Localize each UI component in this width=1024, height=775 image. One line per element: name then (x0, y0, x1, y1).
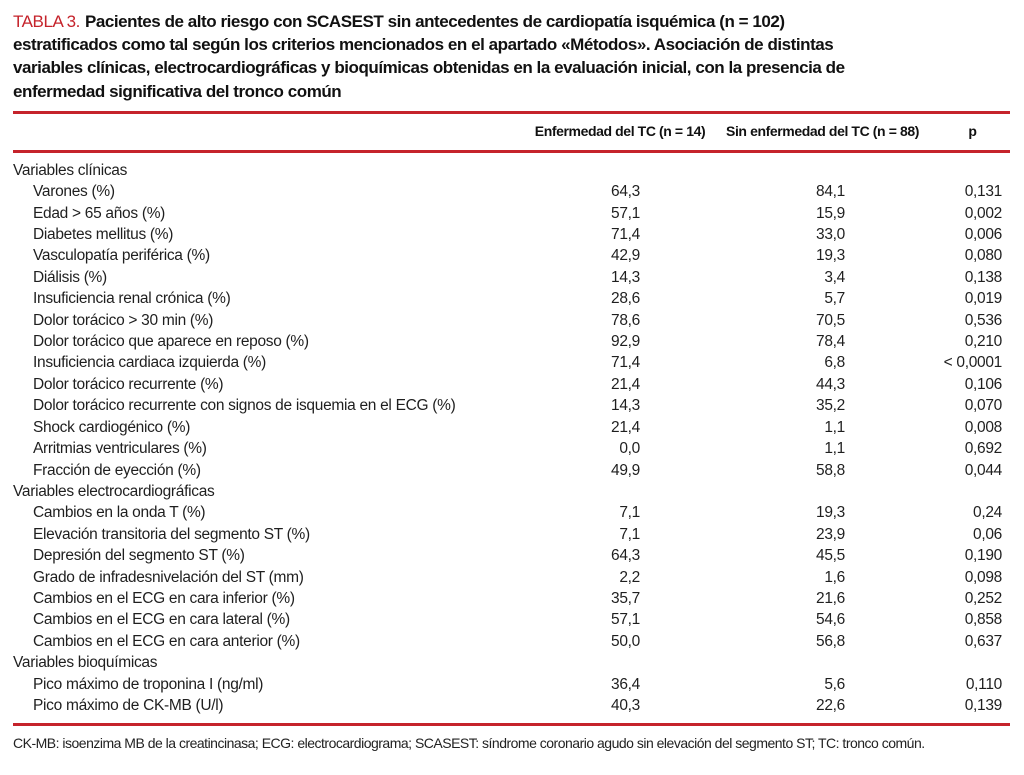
bottom-rule (13, 723, 1010, 726)
value-tc-disease: 36,4 (611, 675, 640, 693)
value-no-tc-disease: 54,6 (816, 611, 845, 629)
table-row (13, 331, 1010, 352)
value-p: 0,637 (964, 632, 1002, 650)
table-row (13, 695, 1010, 716)
value-tc-disease: 71,4 (611, 226, 640, 244)
table-row (13, 267, 1010, 288)
row-label: Cambios en el ECG en cara inferior (%) (33, 589, 295, 607)
row-label: Shock cardiogénico (%) (33, 418, 191, 436)
value-no-tc-disease: 21,6 (816, 589, 845, 607)
row-label: Dolor torácico que aparece en reposo (%) (33, 333, 309, 351)
table-row (13, 674, 1010, 695)
value-no-tc-disease: 35,2 (816, 397, 845, 415)
data-table (13, 114, 1010, 717)
value-tc-disease: 64,3 (611, 547, 640, 565)
value-no-tc-disease: 19,3 (816, 247, 845, 265)
value-p: 0,044 (964, 461, 1002, 479)
table-header-row (13, 114, 1010, 152)
value-no-tc-disease: 78,4 (816, 333, 845, 351)
section-row (13, 652, 1010, 673)
section-header: Variables bioquímicas (13, 654, 158, 672)
row-label: Dolor torácico > 30 min (%) (33, 311, 214, 329)
table-row (13, 545, 1010, 566)
row-label: Grado de infradesnivelación del ST (mm) (33, 568, 304, 586)
value-no-tc-disease: 3,4 (824, 268, 845, 286)
table-row (13, 224, 1010, 245)
value-tc-disease: 14,3 (611, 397, 640, 415)
value-p: 0,190 (964, 547, 1002, 565)
value-tc-disease: 71,4 (611, 354, 640, 372)
value-no-tc-disease: 5,6 (824, 675, 845, 693)
table-caption (13, 10, 1017, 103)
table-row (13, 245, 1010, 266)
row-label: Insuficiencia renal crónica (%) (33, 290, 231, 308)
section-header: Variables clínicas (13, 161, 128, 179)
row-label: Diálisis (%) (33, 268, 107, 286)
value-tc-disease: 92,9 (611, 333, 640, 351)
value-no-tc-disease: 33,0 (816, 226, 845, 244)
value-p: 0,070 (964, 397, 1002, 415)
value-p: 0,06 (973, 525, 1002, 543)
value-p: 0,131 (964, 183, 1002, 201)
value-tc-disease: 7,1 (619, 525, 640, 543)
value-tc-disease: 78,6 (611, 311, 640, 329)
value-no-tc-disease: 56,8 (816, 632, 845, 650)
value-p: 0,252 (964, 589, 1002, 607)
row-label: Dolor torácico recurrente (%) (33, 375, 224, 393)
table-row (13, 288, 1010, 309)
value-p: 0,536 (964, 311, 1002, 329)
header-tc-disease: Enfermedad del TC (n = 14) (530, 114, 710, 152)
value-p: 0,24 (973, 504, 1002, 522)
caption-line-2: estratificados como tal según los criterios mencionados en el apartado «Métodos». Asociación de distintas (13, 35, 834, 55)
value-tc-disease: 64,3 (611, 183, 640, 201)
section-row (13, 151, 1010, 181)
table-row (13, 310, 1010, 331)
row-label: Elevación transitoria del segmento ST (%) (33, 525, 310, 543)
value-no-tc-disease: 1,6 (824, 568, 845, 586)
row-label: Pico máximo de troponina I (ng/ml) (33, 675, 264, 693)
table-number-label: TABLA 3. (13, 12, 80, 31)
value-p: 0,006 (964, 226, 1002, 244)
value-tc-disease: 35,7 (611, 589, 640, 607)
value-p: 0,210 (964, 333, 1002, 351)
caption-line-3: variables clínicas, electrocardiográficas y bioquímicas obtenidas en la evaluación inicial, con la presencia de (13, 58, 845, 78)
value-tc-disease: 21,4 (611, 418, 640, 436)
header-no-tc-disease: Sin enfermedad del TC (n = 88) (710, 114, 935, 152)
value-tc-disease: 57,1 (611, 611, 640, 629)
value-no-tc-disease: 19,3 (816, 504, 845, 522)
value-tc-disease: 0,0 (619, 440, 640, 458)
row-label: Pico máximo de CK-MB (U/l) (33, 696, 224, 714)
value-p: 0,138 (964, 268, 1002, 286)
value-tc-disease: 21,4 (611, 375, 640, 393)
table-row (13, 609, 1010, 630)
section-header: Variables electrocardiográficas (13, 482, 215, 500)
value-no-tc-disease: 44,3 (816, 375, 845, 393)
caption-line-1 (13, 10, 1017, 33)
value-tc-disease: 40,3 (611, 696, 640, 714)
value-tc-disease: 14,3 (611, 268, 640, 286)
value-no-tc-disease: 5,7 (824, 290, 845, 308)
value-p: 0,110 (965, 675, 1002, 693)
table-row (13, 502, 1010, 523)
table-row (13, 181, 1010, 202)
value-p: < 0,0001 (943, 354, 1002, 372)
footnote: CK-MB: isoenzima MB de la creatincinasa; ECG: electrocardiograma; SCASEST: síndrome coronario agudo sin elevación del segmento ST; TC: tronco común. (13, 735, 925, 752)
value-no-tc-disease: 58,8 (816, 461, 845, 479)
value-p: 0,098 (964, 568, 1002, 586)
table-row (13, 395, 1010, 416)
caption-line-4: enfermedad significativa del tronco común (13, 81, 342, 101)
value-no-tc-disease: 1,1 (824, 418, 845, 436)
table-row (13, 352, 1010, 373)
value-tc-disease: 28,6 (611, 290, 640, 308)
value-p: 0,858 (964, 611, 1002, 629)
row-label: Diabetes mellitus (%) (33, 226, 174, 244)
value-p: 0,019 (964, 290, 1002, 308)
value-no-tc-disease: 70,5 (816, 311, 845, 329)
table-row (13, 374, 1010, 395)
row-label: Vasculopatía periférica (%) (33, 247, 210, 265)
value-p: 0,106 (964, 375, 1002, 393)
value-tc-disease: 42,9 (611, 247, 640, 265)
table-row (13, 417, 1010, 438)
table-row (13, 567, 1010, 588)
row-label: Varones (%) (33, 183, 115, 201)
row-label: Dolor torácico recurrente con signos de isquemia en el ECG (%) (33, 397, 456, 415)
value-p: 0,008 (964, 418, 1002, 436)
value-no-tc-disease: 1,1 (824, 440, 845, 458)
value-tc-disease: 57,1 (611, 204, 640, 222)
row-label: Edad > 65 años (%) (33, 204, 166, 222)
value-tc-disease: 7,1 (619, 504, 640, 522)
value-p: 0,080 (964, 247, 1002, 265)
value-no-tc-disease: 15,9 (816, 204, 845, 222)
row-label: Insuficiencia cardiaca izquierda (%) (33, 354, 267, 372)
value-no-tc-disease: 6,8 (824, 354, 845, 372)
row-label: Depresión del segmento ST (%) (33, 547, 245, 565)
row-label: Arritmias ventriculares (%) (33, 440, 207, 458)
row-label: Fracción de eyección (%) (33, 461, 201, 479)
header-empty-cell (13, 114, 530, 152)
table-row (13, 631, 1010, 652)
value-no-tc-disease: 84,1 (816, 183, 845, 201)
value-p: 0,002 (964, 204, 1002, 222)
value-tc-disease: 49,9 (611, 461, 640, 479)
caption-line-1-text: Pacientes de alto riesgo con SCASEST sin antecedentes de cardiopatía isquémica (n = 102) (84, 12, 785, 31)
row-label: Cambios en el ECG en cara lateral (%) (33, 611, 290, 629)
value-no-tc-disease: 23,9 (816, 525, 845, 543)
value-p: 0,139 (964, 696, 1002, 714)
table-row (13, 460, 1010, 481)
table-row (13, 588, 1010, 609)
value-no-tc-disease: 45,5 (816, 547, 845, 565)
value-p: 0,692 (964, 440, 1002, 458)
row-label: Cambios en el ECG en cara anterior (%) (33, 632, 300, 650)
table-row (13, 203, 1010, 224)
table-row (13, 438, 1010, 459)
value-tc-disease: 2,2 (619, 568, 640, 586)
header-p-value: p (935, 114, 1010, 152)
table-body (13, 151, 1010, 716)
table-row (13, 524, 1010, 545)
value-tc-disease: 50,0 (611, 632, 640, 650)
row-label: Cambios en la onda T (%) (33, 504, 206, 522)
value-no-tc-disease: 22,6 (816, 696, 845, 714)
section-row (13, 481, 1010, 502)
